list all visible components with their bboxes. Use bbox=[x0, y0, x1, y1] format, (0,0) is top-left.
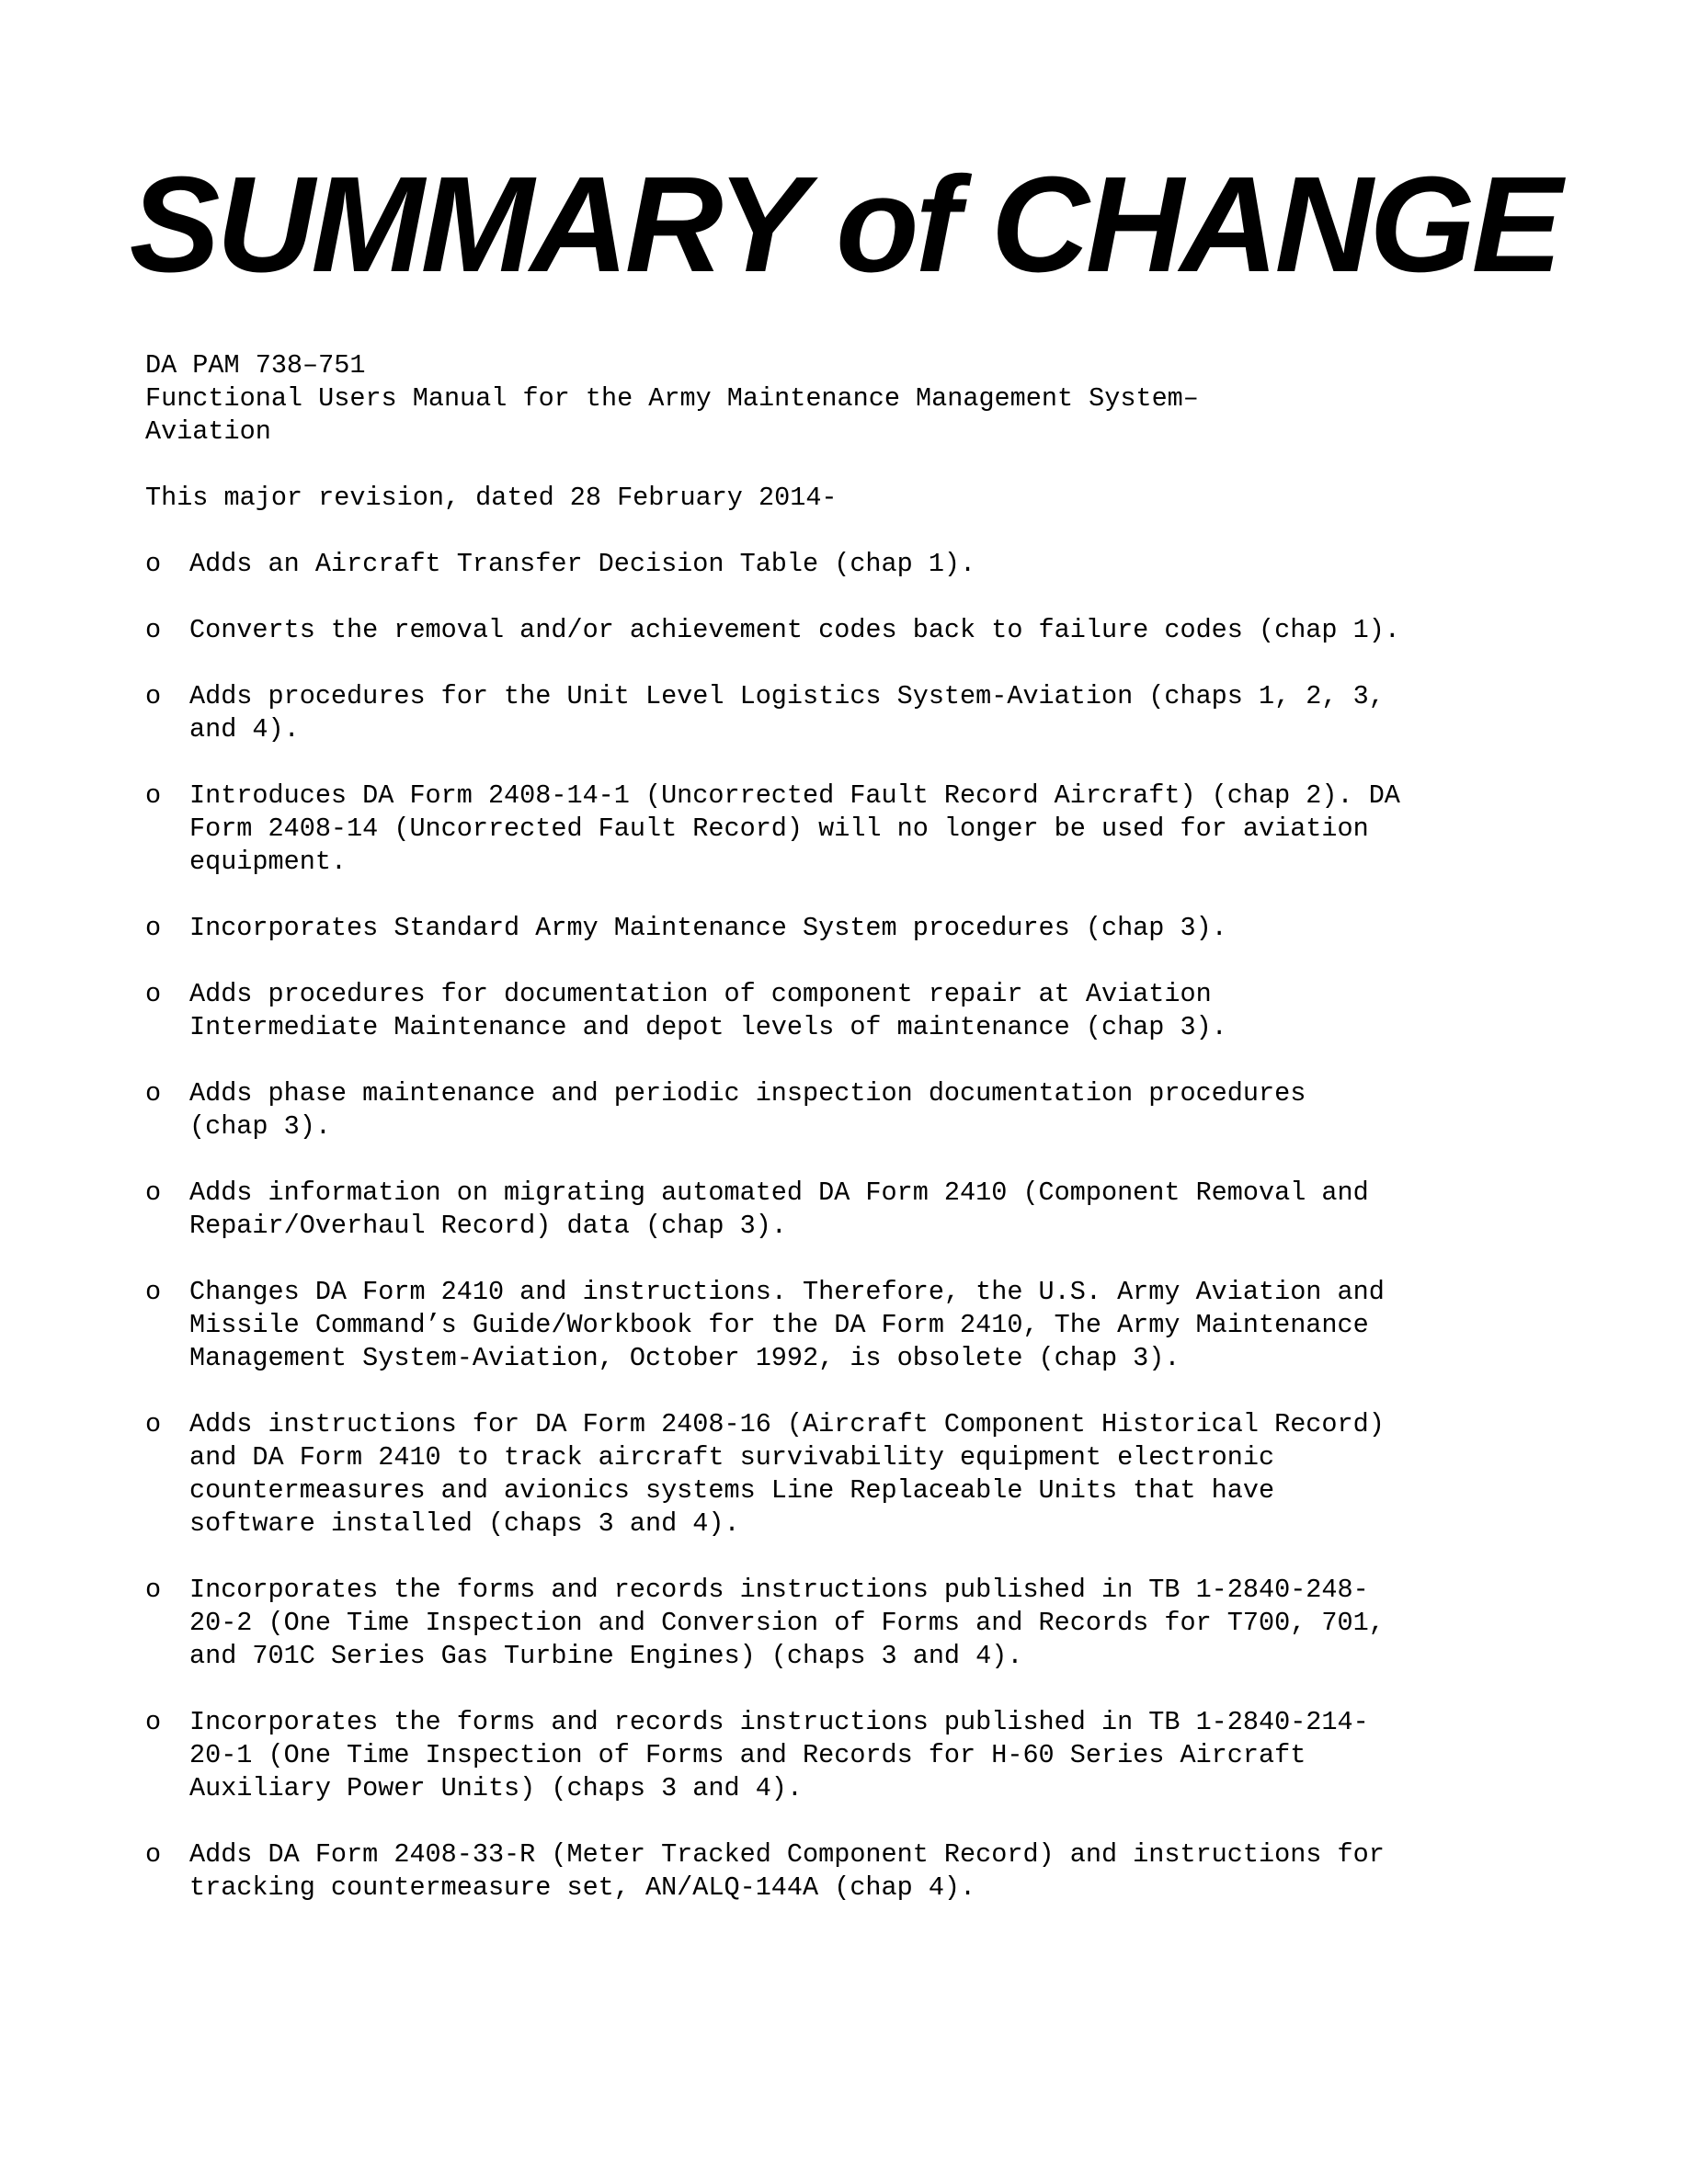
document-body bbox=[145, 349, 1432, 1938]
change-item bbox=[145, 1706, 1432, 1805]
change-item-text: Adds procedures for the Unit Level Logistics System-Aviation (chaps 1, 2, 3, and 4). bbox=[189, 681, 1385, 745]
bullet-marker: o bbox=[145, 979, 162, 1009]
change-item-text: Incorporates the forms and records instructions published in TB 1-2840-214- 20-1 (One Time Inspection of Forms and Records for H-60 Series Aircraft Auxiliary Power Units) (chaps 3 and 4). bbox=[189, 1707, 1369, 1803]
bullet-marker: o bbox=[145, 1177, 162, 1208]
bullet-marker: o bbox=[145, 1277, 162, 1307]
bullet-marker: o bbox=[145, 1409, 162, 1439]
change-item-text: Adds DA Form 2408-33-R (Meter Tracked Component Record) and instructions for tracking countermeasure set, AN/ALQ-144A (chap 4). bbox=[189, 1839, 1385, 1903]
bullet-marker: o bbox=[145, 1575, 162, 1605]
change-item bbox=[145, 1276, 1432, 1375]
document-header bbox=[145, 349, 1432, 449]
change-item-text: Adds an Aircraft Transfer Decision Table (chap 1). bbox=[189, 549, 976, 579]
change-item-text: Introduces DA Form 2408-14-1 (Uncorrected Fault Record Aircraft) (chap 2). DA Form 2408-14 (Uncorrected Fault Record) will no longer be used for aviation equipment. bbox=[189, 780, 1400, 877]
document-number: DA PAM 738–751 bbox=[145, 350, 366, 381]
change-item-text: Adds phase maintenance and periodic inspection documentation procedures (chap 3). bbox=[189, 1078, 1306, 1142]
bullet-marker: o bbox=[145, 1078, 162, 1109]
bullet-marker: o bbox=[145, 780, 162, 811]
change-item bbox=[145, 1574, 1432, 1673]
change-item bbox=[145, 1408, 1432, 1541]
change-item bbox=[145, 978, 1432, 1044]
revision-intro: This major revision, dated 28 February 2014- bbox=[145, 483, 838, 513]
change-item-text: Converts the removal and/or achievement codes back to failure codes (chap 1). bbox=[189, 615, 1400, 645]
change-item-text: Adds procedures for documentation of component repair at Aviation Intermediate Maintenance and depot levels of maintenance (chap 3). bbox=[189, 979, 1227, 1042]
document-subtitle-line-2: Aviation bbox=[145, 416, 271, 447]
bullet-marker: o bbox=[145, 681, 162, 711]
change-item-text: Adds instructions for DA Form 2408-16 (Aircraft Component Historical Record) and DA Form 2410 to track aircraft survivability equipment electronic countermeasures and avionics systems Line Replaceable Units that have software installed (chaps 3 and 4). bbox=[189, 1409, 1385, 1539]
bullet-marker: o bbox=[145, 549, 162, 579]
bullet-marker: o bbox=[145, 615, 162, 645]
change-item bbox=[145, 1177, 1432, 1243]
change-item bbox=[145, 614, 1432, 647]
bullet-marker: o bbox=[145, 1839, 162, 1870]
change-item bbox=[145, 779, 1432, 879]
change-item-text: Changes DA Form 2410 and instructions. Therefore, the U.S. Army Aviation and Missile Command’s Guide/Workbook for the DA Form 2410, The Army Maintenance Management System-Aviation, October 1992, is obsolete (chap 3). bbox=[189, 1277, 1385, 1373]
change-item-text: Adds information on migrating automated DA Form 2410 (Component Removal and Repair/Overhaul Record) data (chap 3). bbox=[189, 1177, 1369, 1241]
bullet-marker: o bbox=[145, 1707, 162, 1737]
change-list bbox=[145, 548, 1432, 1905]
change-item bbox=[145, 680, 1432, 746]
change-item bbox=[145, 1077, 1432, 1143]
change-item-text: Incorporates Standard Army Maintenance System procedures (chap 3). bbox=[189, 913, 1227, 943]
change-item bbox=[145, 1838, 1432, 1905]
bullet-marker: o bbox=[145, 913, 162, 943]
change-item bbox=[145, 912, 1432, 945]
page-title: SUMMARY of CHANGE bbox=[129, 149, 1559, 301]
change-item bbox=[145, 548, 1432, 581]
document-subtitle-line-1: Functional Users Manual for the Army Maintenance Management System– bbox=[145, 383, 1199, 414]
change-item-text: Incorporates the forms and records instructions published in TB 1-2840-248- 20-2 (One Time Inspection and Conversion of Forms and Records for T700, 701, and 701C Series Gas Turbine Engines) (chaps 3 and 4). bbox=[189, 1575, 1385, 1671]
